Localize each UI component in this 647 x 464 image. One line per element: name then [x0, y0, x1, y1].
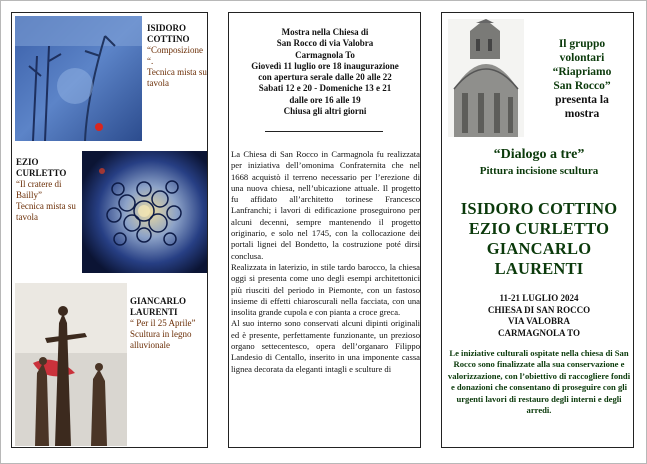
- exhibition-schedule: [235, 27, 415, 117]
- artwork-cratere-image: [82, 151, 207, 273]
- closing-statement: Le iniziative culturali ospitate nella chiesa di San Rocco sono finalizzate alla sua conservazione e valorizzazione, con l’obiettivo di raccogliere fondi e donazioni che consentano di proseguire con gli urgenti lavori di restauro degli interni e degli arredi.: [447, 348, 631, 416]
- caption-laurenti-title: “ Per il 25 Aprile”: [130, 318, 196, 328]
- schedule-line: dalle ore 16 alle 19: [289, 94, 361, 105]
- group-presents-text: [532, 37, 632, 121]
- artwork-25-aprile-image: [15, 283, 127, 446]
- artist-line: EZIO CURLETTO: [468, 219, 610, 238]
- panel-artworks: [11, 12, 208, 448]
- exhibition-dates: [450, 293, 628, 339]
- artist-line: GIANCARLO: [486, 239, 592, 258]
- schedule-line: San Rocco di via Valobra: [276, 38, 374, 49]
- artwork-composizione-image: [15, 16, 142, 141]
- caption-curletto-title: “Il cratere di Bailly”: [16, 179, 62, 200]
- divider: [265, 131, 383, 132]
- caption-laurenti: [130, 296, 206, 351]
- caption-curletto-technique: Tecnica mista su tavola: [16, 201, 76, 222]
- artist-line: LAURENTI: [494, 259, 584, 278]
- caption-laurenti-name: GIANCARLO LAURENTI: [130, 296, 187, 317]
- church-history-text: [231, 149, 420, 375]
- history-paragraph: Al suo interno sono conservati alcuni dipinti originali ed è presente, perfettamente funzionante, un prezioso organo settecentesco, opera dell’organaro Filippo Landesio di Centallo, inserito in una imponente cassa lignea decorata da eleganti intagli e sculture di: [231, 318, 420, 374]
- group-line: presenta la: [555, 94, 609, 106]
- group-line: mostra: [564, 108, 600, 120]
- date-line: CHIESA DI SAN ROCCO: [487, 304, 591, 315]
- group-line: San Rocco”: [553, 80, 611, 92]
- caption-curletto-name: EZIO CURLETTO: [16, 157, 67, 178]
- group-line: volontari: [559, 52, 605, 64]
- schedule-line: con apertura serale dalle 20 alle 22: [258, 72, 392, 83]
- panel-cover: [441, 12, 634, 448]
- caption-cottino-technique: Tecnica mista su tavola: [147, 67, 207, 88]
- group-line: Il gruppo: [558, 38, 606, 50]
- history-paragraph: Realizzata in laterizio, in stile tardo barocco, la chiesa oggi si presenta come uno degli esempi architettonici più riusciti del periodo in Piemonte, con un fastoso insieme di effetti chiaroscurali nella facciata, con una insolita grande cupola e con pianta a croce greca.: [231, 261, 420, 318]
- schedule-line: Giovedì 11 luglio ore 18 inaugurazione: [251, 60, 399, 71]
- schedule-line: Mostra nella Chiesa di: [281, 27, 369, 37]
- artist-line: ISIDORO COTTINO: [460, 199, 618, 218]
- exhibition-title: “Dialogo a tre”: [493, 147, 585, 162]
- date-line: 11-21 LUGLIO 2024: [499, 293, 579, 303]
- schedule-line: Sabati 12 e 20 - Domeniche 13 e 21: [258, 83, 392, 94]
- church-dome-photo: [448, 19, 524, 137]
- group-line: “Riapriamo: [552, 66, 612, 78]
- panel-info: [228, 12, 421, 448]
- caption-cottino-title: “Composizione “.: [147, 45, 203, 66]
- date-line: CARMAGNOLA TO: [498, 327, 580, 338]
- schedule-line: Chiusa gli altri giorni: [283, 106, 367, 117]
- caption-curletto: [16, 157, 78, 223]
- history-paragraph: La Chiesa di San Rocco in Carmagnola fu realizzata per iniziativa dell’omonima Confraternita che nel 1668 acquistò il terreno necessario per l’erezione di una nuova chiesa, nell’ubicazione attuale. Il progetto fu affidato all’architetto torinese Francesco Lanfranchi; i lavori di edificazione proseguirono per alcuni decenni, sempre mantenendo il progetto originario, e solo nel 1745, con la collocazione dei portali lignei del Bondetto, la costruzione poté dirsi conclusa.: [231, 149, 420, 261]
- caption-cottino-name: ISIDORO COTTINO: [147, 23, 190, 44]
- exhibition-subtitle: Pittura incisione scultura: [479, 165, 599, 177]
- schedule-line: Carmagnola To: [295, 49, 355, 60]
- date-line: VIA VALOBRA: [508, 316, 570, 326]
- caption-laurenti-technique: Scultura in legno alluvionale: [130, 329, 192, 350]
- caption-cottino: [147, 23, 207, 89]
